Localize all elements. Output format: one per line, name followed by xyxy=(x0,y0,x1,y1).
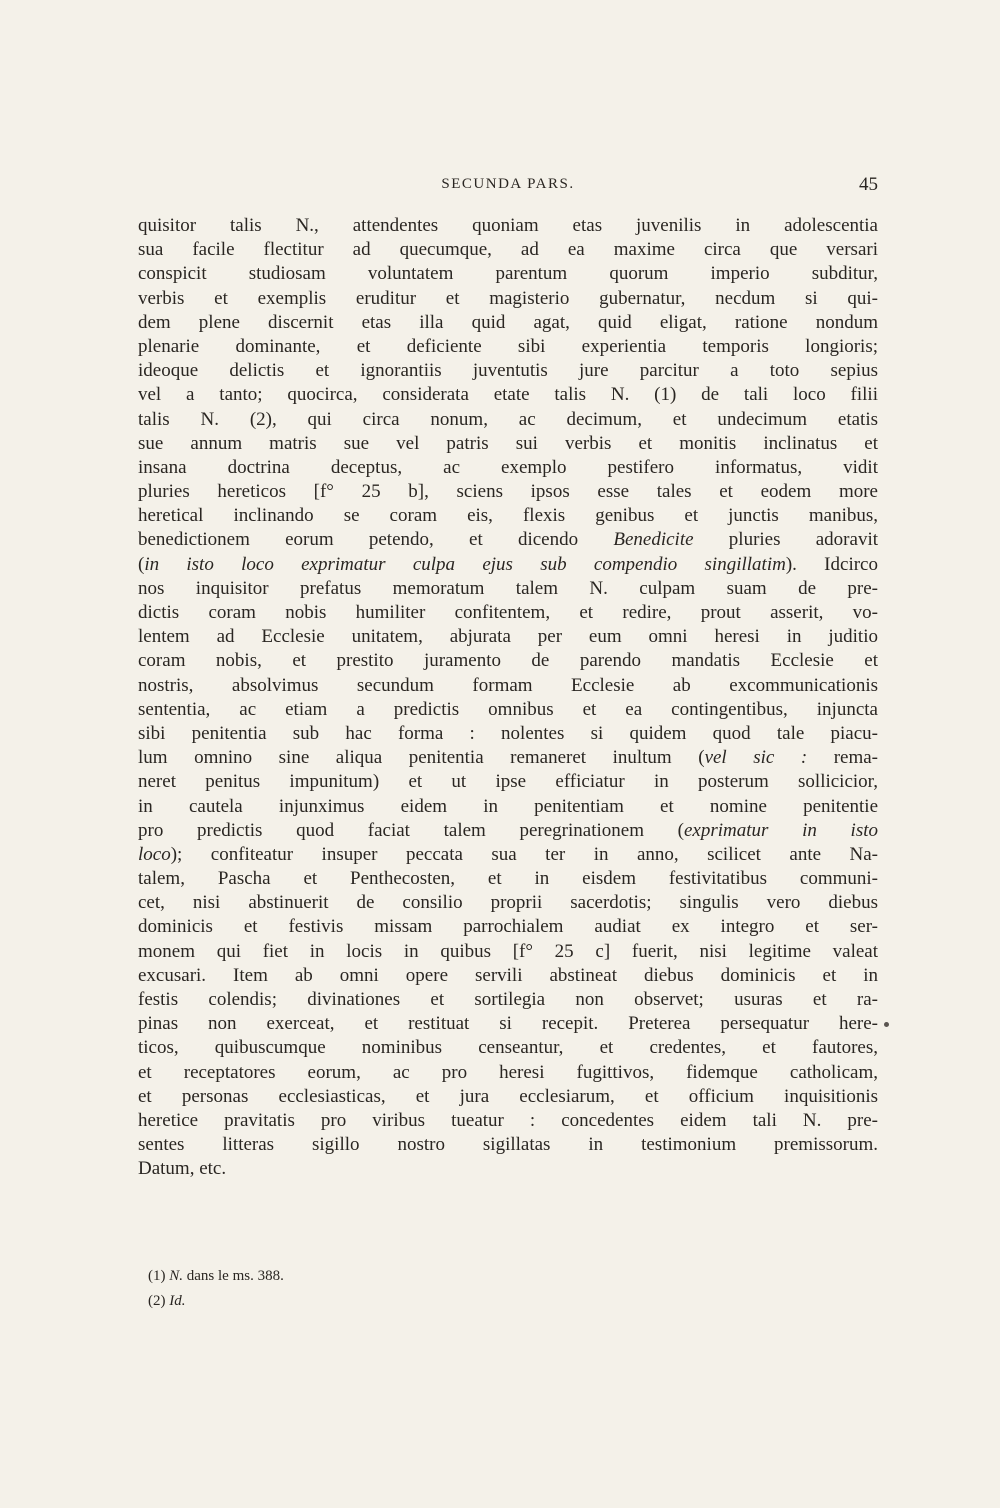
footnotes xyxy=(148,1264,548,1314)
text-line: pinas non exerceat, et restituat si recepit. Preterea persequatur here- xyxy=(138,1013,878,1035)
page-number: 45 xyxy=(859,174,878,195)
text-line: nos inquisitor prefatus memoratum talem N. culpam suam de pre- xyxy=(138,577,878,599)
text-line: conspicit studiosam voluntatem parentum quorum imperio subditur, xyxy=(138,263,878,285)
text-run: lum omnino sine aliqua penitentia remaneret inultum ( xyxy=(138,747,705,769)
text-line: lentem ad Ecclesie unitatem, abjurata per eum omni heresi in juditio xyxy=(138,626,878,648)
text-line: talem, Pascha et Penthecosten, et in eisdem festivitatibus communi- xyxy=(138,868,878,890)
footnote xyxy=(148,1264,548,1289)
text-run: (1) xyxy=(148,1268,170,1284)
text-line: festis colendis; divinationes et sortilegia non observet; usuras et ra- xyxy=(138,989,878,1010)
text-line: ideoque delictis et ignorantiis juventutis jure parcitur a toto sepius xyxy=(138,360,878,382)
text-run: rema- xyxy=(807,747,878,769)
text-line: cet, nisi abstinuerit de consilio proprii sacerdotis; singulis vero diebus xyxy=(138,892,878,914)
text-line: et personas ecclesiasticas, et jura ecclesiarum, et officium inquisitionis xyxy=(138,1085,878,1107)
text-line: et receptatores eorum, ac pro heresi fugittivos, fidemque catholicam, xyxy=(138,1061,878,1083)
text-line: verbis et exemplis eruditur et magisterio gubernatur, necdum si qui- xyxy=(138,287,878,309)
text-line: talis N. (2), qui circa nonum, ac decimum, et undecimum etatis xyxy=(138,408,878,430)
text-run: (2) xyxy=(148,1293,170,1309)
text-line: dominicis et festivis missam parrochialem audiat ex integro et ser- xyxy=(138,916,878,938)
text-line: vel a tanto; quocirca, considerata etate talis N. (1) de tali loco filii xyxy=(138,384,878,406)
text-run: pluries adoravit xyxy=(693,529,878,551)
text-line: quisitor talis N., attendentes quoniam etas juvenilis in adolescentia xyxy=(138,215,878,236)
text-run: ). Idcirco xyxy=(785,553,878,575)
body-text xyxy=(138,214,878,1182)
text-line: sue annum matris sue vel patris sui verbis et monitis inclinatus et xyxy=(138,432,878,454)
running-title: SECUNDA PARS. xyxy=(441,176,575,192)
text-line: heretice pravitatis pro viribus tueatur : concedentes eidem tali N. pre- xyxy=(138,1109,878,1131)
text-line xyxy=(138,553,878,577)
text-line: heretical inclinando se coram eis, flexis genibus et junctis manibus, xyxy=(138,505,878,527)
text-line: nostris, absolvimus secundum formam Ecclesie ab excommunicationis xyxy=(138,674,878,696)
italic-run: in isto loco exprimatur culpa ejus sub compendio singillatim xyxy=(144,553,786,575)
italic-run: N. xyxy=(169,1268,184,1284)
text-line: sibi penitentia sub hac forma : nolentes si quidem quod tale piacu- xyxy=(138,722,878,744)
text-line xyxy=(138,819,878,843)
text-line: Datum, etc. xyxy=(138,1158,227,1180)
text-line: monem qui fiet in locis in quibus [f° 25 c] fuerit, nisi legitime valeat xyxy=(138,940,878,962)
running-head xyxy=(138,176,878,206)
italic-run: Benedicite xyxy=(613,529,694,551)
text-line: sua facile flectitur ad quecumque, ad ea maxime circa que versari xyxy=(138,239,878,261)
text-run: ); confiteatur insuper peccata sua ter in anno, scilicet ante Na- xyxy=(170,843,878,865)
italic-run: loco xyxy=(138,843,171,865)
text-line: pluries hereticos [f° 25 b], sciens ipsos esse tales et eodem more xyxy=(138,481,878,503)
text-line: in cautela injunximus eidem in penitentiam et nomine penitentie xyxy=(138,795,878,817)
text-line: dictis coram nobis humiliter confitentem, et redire, prout asserit, vo- xyxy=(138,602,878,623)
text-run: ( xyxy=(138,553,145,575)
italic-run: Id. xyxy=(169,1293,186,1309)
text-line: plenarie dominante, et deficiente sibi experientia temporis longioris; xyxy=(138,335,878,357)
text-run: pro predictis quod faciat talem peregrinationem ( xyxy=(138,819,684,841)
text-line: ticos, quibuscumque nominibus censeantur, et credentes, et fautores, xyxy=(138,1037,878,1059)
footnote xyxy=(148,1289,548,1314)
text-line: excusari. Item ab omni opere servili abstineat diebus dominicis et in xyxy=(138,964,878,986)
text-line xyxy=(138,528,878,552)
text-line: sententia, ac etiam a predictis omnibus et ea contingentibus, injuncta xyxy=(138,698,878,720)
text-line: coram nobis, et prestito juramento de parendo mandatis Ecclesie et xyxy=(138,650,878,672)
ink-spot xyxy=(884,1022,889,1027)
italic-run: exprimatur in isto xyxy=(684,819,879,841)
text-line: insana doctrina deceptus, ac exemplo pestifero informatus, vidit xyxy=(138,456,878,478)
text-line: sentes litteras sigillo nostro sigillatas in testimonium premissorum. xyxy=(138,1134,878,1156)
italic-run: vel sic : xyxy=(704,747,808,769)
text-line xyxy=(138,843,878,867)
text-run: dans le ms. 388. xyxy=(183,1268,284,1284)
text-line: neret penitus impunitum) et ut ipse efficiatur in posterum sollicicior, xyxy=(138,771,878,793)
text-line: dem plene discernit etas illa quid agat, quid eligat, ratione nondum xyxy=(138,311,878,333)
text-run: benedictionem eorum petendo, et dicendo xyxy=(138,529,614,551)
text-line xyxy=(138,746,878,770)
